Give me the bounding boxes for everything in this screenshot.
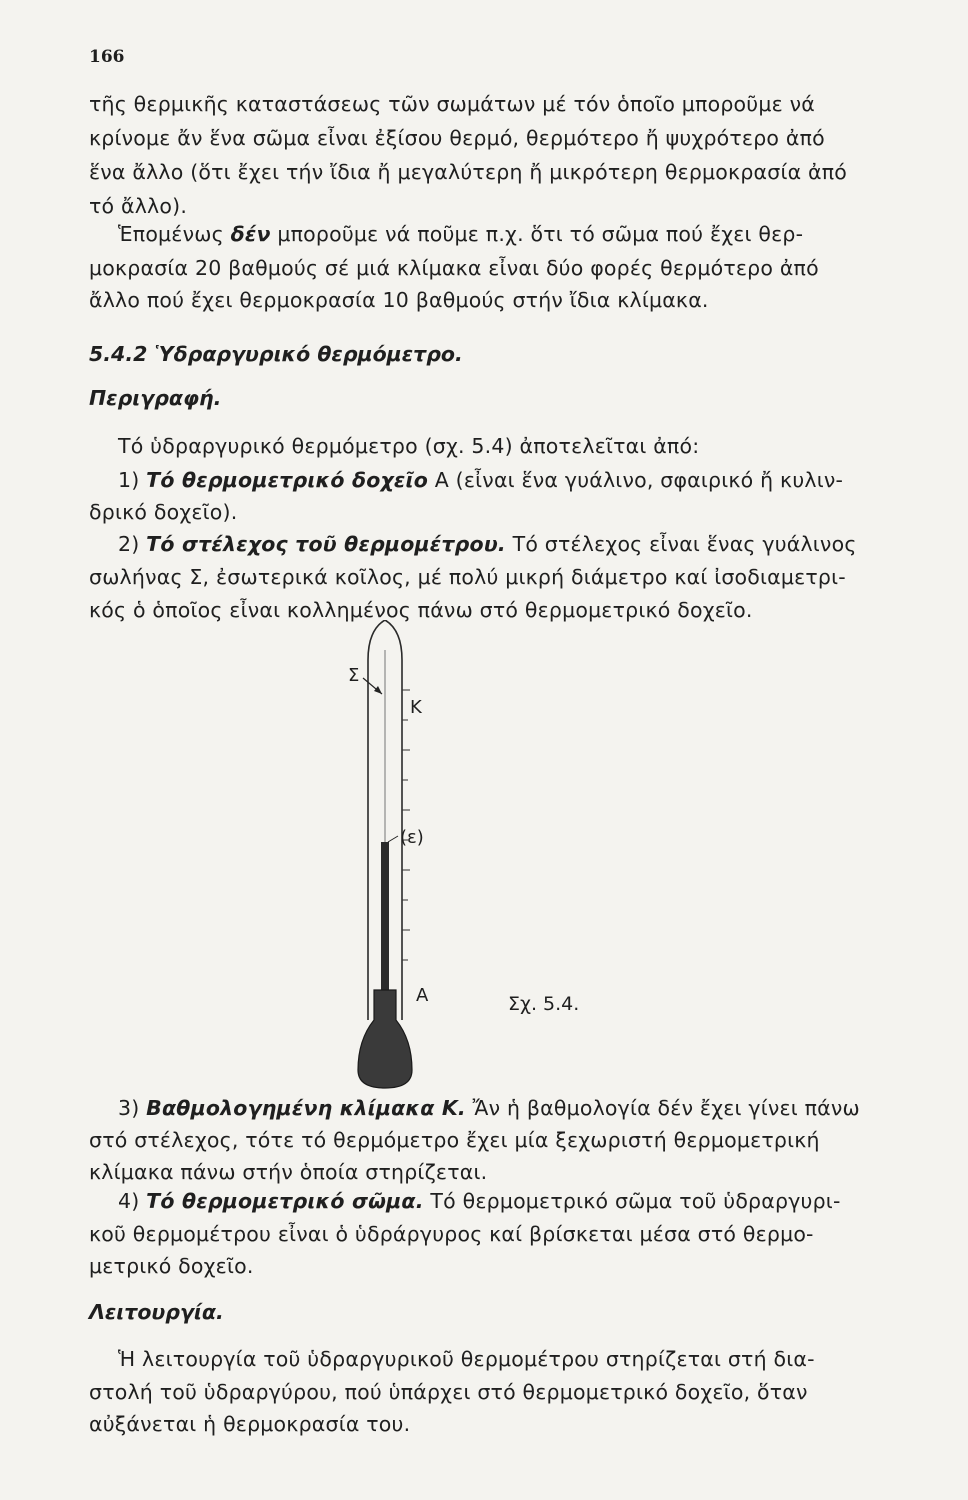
item-title: Βαθμολογημένη κλίμακα Κ. (146, 1096, 466, 1120)
stem-pointer-head (374, 686, 382, 694)
label-mercury: (ε) (400, 827, 424, 848)
description-heading: Περιγραφή. (89, 386, 222, 410)
text-line: κοῦ θερμομέτρου εἶναι ὁ ὑδράργυρος καί βρίσκεται μέσα στό θερμο- (89, 1222, 814, 1246)
bulb (358, 990, 412, 1088)
item-text: Ἄν ἡ βαθμολογία δέν ἔχει γίνει πάνω (465, 1096, 860, 1120)
item-number: 3) (118, 1096, 147, 1120)
scale-ticks (402, 690, 410, 960)
text-line: σωλήνας Σ, ἐσωτερικά κοῖλος, μέ πολύ μικρή διάμετρο καί ἰσοδιαμετρι- (89, 565, 846, 589)
text-line: κός ὁ ὁποῖος εἶναι κολλημένος πάνω στό θερμομετρικό δοχεῖο. (89, 598, 753, 622)
item-number: 2) (118, 532, 147, 556)
text-line (118, 220, 803, 248)
operation-heading: Λειτουργία. (89, 1300, 224, 1324)
item-1 (118, 466, 843, 494)
label-scale: Κ (410, 697, 422, 718)
text-line: μοκρασία 20 βαθμούς σέ μιά κλίμακα εἶναι δύο φορές θερμότερο ἀπό (89, 256, 819, 280)
item-3 (118, 1094, 860, 1122)
text-line: δρικό δοχεῖο). (89, 500, 238, 524)
text-line: Ἡ λειτουργία τοῦ ὑδραργυρικοῦ θερμομέτρου στηρίζεται στή δια- (118, 1347, 815, 1371)
emphasis: δέν (230, 222, 271, 246)
text-line: στολή τοῦ ὑδραργύρου, πού ὑπάρχει στό θερμομετρικό δοχεῖο, ὅταν (89, 1380, 808, 1404)
item-4 (118, 1187, 841, 1215)
label-bulb: Α (416, 985, 429, 1006)
text-line: τό ἄλλο). (89, 194, 188, 218)
text-line: ἄλλο πού ἔχει θερμοκρασία 10 βαθμούς στήν ἴδια κλίμακα. (89, 288, 709, 312)
item-text: Τό στέλεχος εἶναι ἕνας γυάλινος (505, 532, 857, 556)
item-number: 1) (118, 468, 147, 492)
text-line: ἕνα ἄλλο (ὅτι ἔχει τήν ἴδια ἤ μεγαλύτερη ἤ μικρότερη θερμοκρασία ἀπό (89, 160, 848, 184)
item-title: Τό στέλεχος τοῦ θερμομέτρου. (146, 532, 506, 556)
intro-line: Τό ὑδραργυρικό θερμόμετρο (σχ. 5.4) ἀποτελεῖται ἀπό: (118, 434, 700, 458)
text-run: Ἑπομένως (118, 222, 231, 246)
item-number: 4) (118, 1189, 147, 1213)
item-2 (118, 530, 857, 558)
mercury-pointer (388, 836, 398, 842)
thermometer-drawing (300, 620, 720, 1100)
text-line: στό στέλεχος, τότε τό θερμόμετρο ἔχει μία ξεχωριστή θερμομετρική (89, 1128, 820, 1152)
section-heading: 5.4.2 Ὑδραργυρικό θερμόμετρο. (89, 342, 463, 366)
text-line: κρίνομε ἄν ἕνα σῶμα εἶναι ἐξίσου θερμό, θερμότερο ἤ ψυχρότερο ἀπό (89, 126, 825, 150)
page-number: 166 (89, 47, 125, 67)
figure-caption: Σχ. 5.4. (508, 993, 580, 1015)
item-title: Τό θερμομετρικό δοχεῖο (146, 468, 429, 492)
text-line: κλίμακα πάνω στήν ὁποία στηρίζεται. (89, 1160, 488, 1184)
label-stem: Σ (348, 665, 360, 686)
thermometer-figure (300, 620, 720, 1100)
text-line: τῆς θερμικῆς καταστάσεως τῶν σωμάτων μέ τόν ὁποῖο μποροῦμε νά (89, 92, 815, 116)
item-text: Α (εἶναι ἕνα γυάλινο, σφαιρικό ἤ κυλιν- (428, 468, 844, 492)
text-line: μετρικό δοχεῖο. (89, 1254, 254, 1278)
item-title: Τό θερμομετρικό σῶμα. (146, 1189, 424, 1213)
item-text: Τό θερμομετρικό σῶμα τοῦ ὑδραργυρι- (423, 1189, 841, 1213)
text-run: μποροῦμε νά ποῦμε π.χ. ὅτι τό σῶμα πού ἔχει θερ- (270, 222, 804, 246)
text-line: αὐξάνεται ἡ θερμοκρασία του. (89, 1412, 411, 1436)
